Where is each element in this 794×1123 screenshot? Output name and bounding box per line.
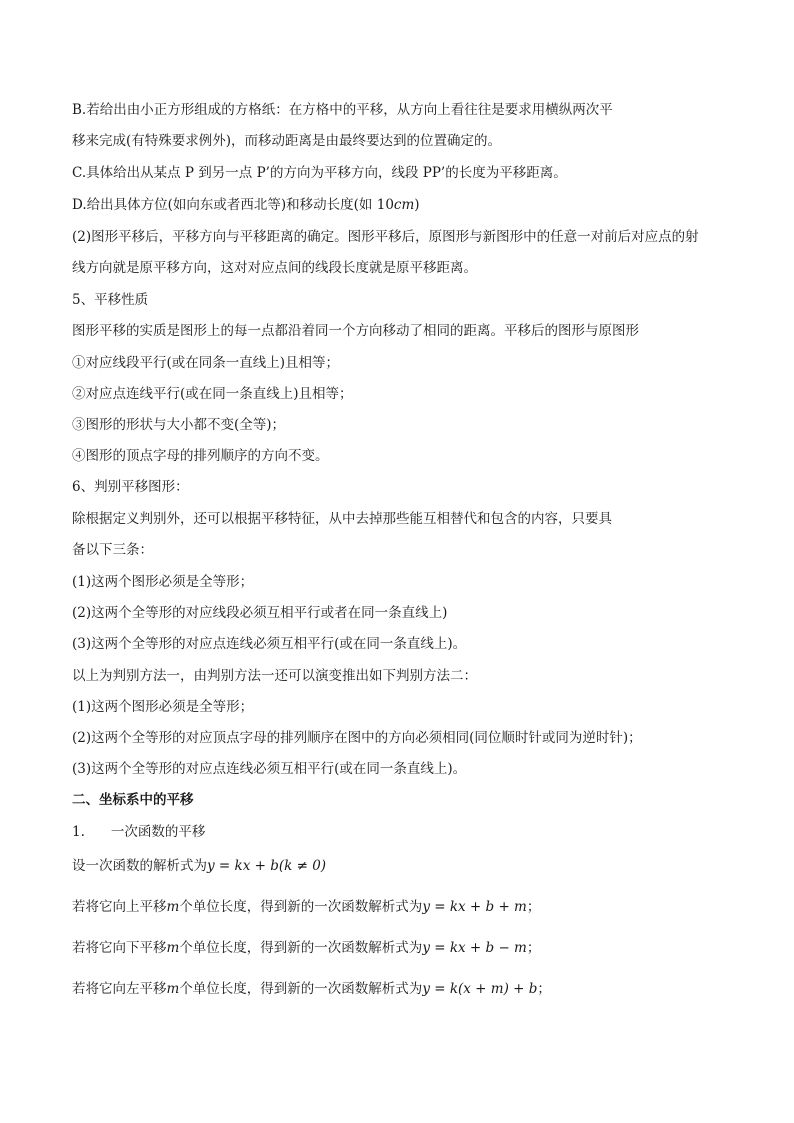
list-item: ①对应线段平行(或在同条一直线上)且相等；	[72, 355, 340, 371]
list-item: (3)这两个全等形的对应点连线必须互相平行(或在同一条直线上)。	[72, 636, 467, 652]
line-text: 个单位长度，得到新的一次函数解析式为	[179, 981, 423, 997]
formula-variable: m	[166, 940, 180, 956]
formula: y = k(x + m) + b	[422, 981, 538, 997]
paragraph-line: 移来完成(有特殊要求例外)，而移动距离是由最终要达到的位置确定的。	[72, 133, 502, 149]
subsection-heading	[72, 823, 205, 841]
line-text: 若将它向下平移	[72, 940, 167, 956]
list-item: (1)这两个图形必须是全等形；	[72, 699, 254, 715]
line-text: 若将它向左平移	[72, 981, 167, 997]
heading-number: 1.	[72, 824, 85, 840]
line-text: 个单位长度，得到新的一次函数解析式为	[179, 899, 423, 915]
paragraph-line	[72, 898, 540, 916]
list-item: ④图形的顶点字母的排列顺序的方向不变。	[72, 448, 329, 464]
paragraph-line	[72, 980, 551, 998]
section-heading: 二、坐标系中的平移	[72, 792, 194, 808]
line-text: ；	[537, 981, 551, 997]
paragraph-line: (2)图形平移后，平移方向与平移距离的确定。图形平移后，原图形与新图形中的任意一对前后对应点的射	[72, 229, 699, 245]
list-item: (3)这两个全等形的对应点连线必须互相平行(或在同一条直线上)。	[72, 761, 467, 777]
list-item: (2)这两个全等形的对应线段必须互相平行或者在同一条直线上)	[72, 605, 448, 621]
list-item: (1)这两个图形必须是全等形；	[72, 574, 254, 590]
line-text: 个单位长度，得到新的一次函数解析式为	[179, 940, 423, 956]
line-text: D.给出具体方位(如向东或者西北等)和移动长度(如 10	[72, 197, 394, 213]
paragraph-line	[72, 939, 540, 957]
paragraph-line	[72, 857, 326, 875]
line-text: ；	[526, 940, 541, 956]
list-item: ②对应点连线平行(或在同一条直线上)且相等；	[72, 386, 353, 402]
section-heading: 6、判别平移图形：	[72, 479, 189, 495]
list-item: (2)这两个全等形的对应顶点字母的排列顺序在图中的方向必须相同(同位顺时针或同为逆时针)；	[72, 730, 642, 746]
line-text: ；	[526, 899, 541, 915]
formula: y = kx + b + m	[422, 899, 527, 915]
paragraph-line: 备以下三条：	[72, 542, 153, 558]
formula: y = kx + b(k ≠ 0)	[207, 858, 327, 874]
paragraph-line: B.若给出由小正方形组成的方格纸：在方格中的平移，从方向上看往往是要求用横纵两次平	[72, 102, 613, 118]
list-item: ③图形的形状与大小都不变(全等)；	[72, 417, 286, 433]
line-text: )	[414, 197, 420, 213]
paragraph-line: 以上为判别方法一，由判别方法一还可以演变推出如下判别方法二：	[72, 668, 477, 684]
unit-cm: cm	[393, 197, 415, 213]
line-text: 若将它向上平移	[72, 899, 167, 915]
paragraph-line: 线方向就是原平移方向，这对对应点间的线段长度就是原平移距离。	[72, 260, 477, 276]
paragraph-line: C.具体给出从某点 P 到另一点 P’的方向为平移方向，线段 PP’的长度为平移距离。	[72, 165, 567, 181]
line-text: 设一次函数的解析式为	[72, 858, 207, 874]
formula: y = kx + b − m	[422, 940, 527, 956]
formula-variable: m	[166, 981, 180, 997]
heading-text: 一次函数的平移	[110, 824, 206, 840]
formula-variable: m	[166, 899, 180, 915]
section-heading: 5、平移性质	[72, 292, 149, 308]
paragraph-line	[72, 196, 420, 214]
paragraph-line: 图形平移的实质是图形上的每一点都沿着同一个方向移动了相同的距离。平移后的图形与原图形	[72, 323, 639, 339]
paragraph-line: 除根据定义判别外，还可以根据平移特征，从中去掉那些能互相替代和包含的内容，只要具	[72, 511, 612, 527]
